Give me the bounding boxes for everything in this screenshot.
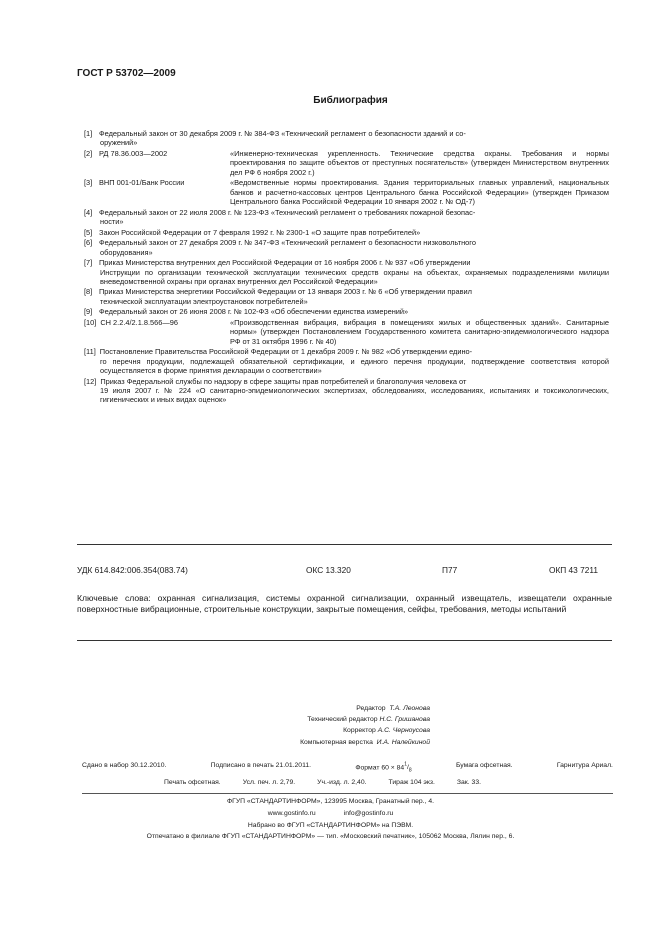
credit-editor: Редактор Т.А. Леонова — [356, 705, 430, 712]
entry-continuation: технической эксплуатации электроустановок потребителей» — [100, 296, 308, 306]
bibliography-entry — [84, 208, 609, 227]
okp-code: ОКП 43 7211 — [549, 565, 598, 575]
publisher-info — [0, 796, 661, 843]
bibliography-list — [84, 129, 609, 406]
bibliography-entry — [84, 287, 609, 306]
entry-text: Федеральный закон от 26 июня 2008 г. № 102-ФЗ «Об обеспечении единства измерений» — [99, 307, 409, 317]
entry-continuation: ности» — [100, 216, 124, 226]
entry-code: РД 78.36.003—2002 — [99, 148, 168, 158]
fraction-sign: $^1/_8$ — [404, 762, 412, 774]
entry-continuation: оружений» — [100, 138, 138, 148]
credit-tech-editor: Технический редактор Н.С. Гришанова — [307, 716, 430, 724]
entry-number: [12] — [84, 376, 97, 386]
entry-number: [7] — [84, 258, 93, 268]
oks-code: ОКС 13.320 — [306, 565, 351, 575]
entry-text: Федеральный закон от 30 декабря 2009 г. № 384-ФЗ «Технический регламент о безопасности зданий и со- — [99, 129, 466, 138]
bibliography-entry — [84, 149, 609, 177]
entry-text: Приказ Федеральной службы по надзору в сфере защиты прав потребителей и благополучия человека от — [100, 376, 467, 386]
bibliography-entry — [84, 258, 609, 286]
entry-text: Федеральный закон от 27 декабря 2009 г. № 347-ФЗ «Технический регламент о безопасности низковольтного — [99, 238, 476, 248]
entry-number: [11] — [84, 347, 96, 357]
entry-number: [4] — [84, 207, 93, 217]
document-code: ГОСТ Р 53702—2009 — [77, 68, 176, 79]
credit-layout: Компьютерная верстка И.А. Налейкиной — [300, 738, 430, 746]
entry-text: «Производственная вибрация, вибрация в помещениях жилых и общественных зданий». Санитарные нормы» (утвержден Постановлением Государственного комитета санитарно-эпидемиологического надзора РФ от 31 октября 1996 г. № 40) — [230, 318, 609, 346]
entry-number: [1] — [84, 129, 93, 138]
entry-number: [10] — [84, 318, 97, 328]
bibliography-entry — [84, 238, 609, 257]
entry-continuation: оборудования» — [100, 247, 153, 257]
entry-continuation: Инструкции по организации технической эксплуатации технических средств охраны на объектах, охраняемых подразделениями милиции вневедомственной охраны при органах внутренних дел Российской Федерации» — [100, 267, 609, 286]
publisher-email: info@gostinfo.ru — [343, 809, 394, 817]
divider-top — [77, 544, 612, 545]
bibliography-entry — [84, 129, 609, 148]
entry-code: СН 2.2.4/2.1.8.566—96 — [100, 318, 178, 328]
entry-number: [9] — [84, 307, 93, 317]
udk-code: УДК 614.842:006.354(083.74) — [77, 565, 188, 575]
publisher-address: ФГУП «СТАНДАРТИНФОРМ», 123995 Москва, Гранатный пер., 4. — [226, 798, 435, 805]
entry-text: Приказ Министерства энергетики Российской Федерации от 13 января 2003 г. № 6 «Об утверждении правил — [99, 287, 472, 297]
credits-block — [230, 703, 430, 748]
bibliography-entry — [84, 377, 609, 405]
entry-text: «Ведомственные нормы проектирования. Здания территориальных главных управлений, национальных банков и расчетно-кассовых центров Центрального банка Российской Федерации» (утвержден Приказом Центрального банка Российской Федерации 10 января 2002 г. № ОД-7) — [230, 178, 609, 206]
print-info: Сдано в набор 30.12.2010. Подписано в печать 21.01.2011. Формат $60 \times 84^1/_8$ Бумага офсетная. Гарнитура Ариал. Печать офсетная. Усл. печ. л. 2,79. Уч.-изд. л. 2,40. Тираж 104 экз. Зак. 33. — [82, 762, 613, 787]
entry-text: Приказ Министерства внутренних дел Российской Федерации от 16 ноября 2006 г. № 937 «Об утверждении — [99, 258, 471, 268]
p-code: П77 — [442, 565, 458, 575]
keywords: Ключевые слова: охранная сигнализация, системы охранной сигнализации, охранный извещатель, извещатели охранные поверхностные вибрационные, строительные конструкции, закрытые помещения, сейфы, требования, методы испытаний — [77, 593, 612, 614]
bibliography-entry — [84, 318, 609, 346]
entry-text: Федеральный закон от 22 июля 2008 г. № 123-ФЗ «Технический регламент о требованиях пожарной безопас- — [99, 207, 476, 217]
entry-text: Закон Российской Федерации от 7 февраля 1992 г. № 2300-1 «О защите прав потребителей» — [99, 227, 421, 237]
printed-note: Отпечатано в филиале ФГУП «СТАНДАРТИНФОРМ» — тип. «Московский печатник», 105062 Москва, Лялин пер., 6. — [146, 833, 515, 841]
entry-code: ВНП 001-01/Банк России — [99, 178, 185, 188]
section-title: Библиография — [313, 95, 388, 106]
bibliography-entry — [84, 347, 609, 375]
entry-number: [6] — [84, 238, 93, 248]
divider-print — [82, 793, 613, 794]
bibliography-entry — [84, 307, 609, 316]
entry-continuation: 19 июля 2007 г. № 224 «О санитарно-эпидемиологических экспертизах, обследованиях, исследованиях, испытаниях и токсикологических, гигиенических и иных видах оценок» — [100, 386, 609, 405]
bibliography-entry — [84, 228, 609, 237]
divider-bottom — [77, 640, 612, 641]
entry-text: «Инженерно-техническая укрепленность. Технические средства охраны. Требования и нормы проектирования по защите объектов от преступных посягательств» (утвержден Министерством внутренних дел РФ 6 ноября 2002 г.) — [230, 148, 609, 177]
entry-number: [3] — [84, 178, 93, 188]
bibliography-entry — [84, 178, 609, 206]
entry-text: Постановление Правительства Российской Федерации от 1 декабря 2009 г. № 982 «Об утверждении едино- — [99, 347, 473, 357]
entry-number: [5] — [84, 227, 93, 237]
publisher-site: www.gostinfo.ru — [267, 809, 316, 817]
typeset-note: Набрано во ФГУП «СТАНДАРТИНФОРМ» на ПЭВМ. — [247, 821, 414, 829]
credit-corrector: Корректор А.С. Черноусова — [343, 727, 430, 735]
entry-continuation: го перечня продукции, подлежащей обязательной сертификации, и единого перечня продукции, подтверждение соответствия которой осуществляется в форме принятия декларации о соответствии» — [100, 356, 609, 376]
entry-number: [2] — [84, 148, 93, 158]
entry-number: [8] — [84, 287, 93, 297]
